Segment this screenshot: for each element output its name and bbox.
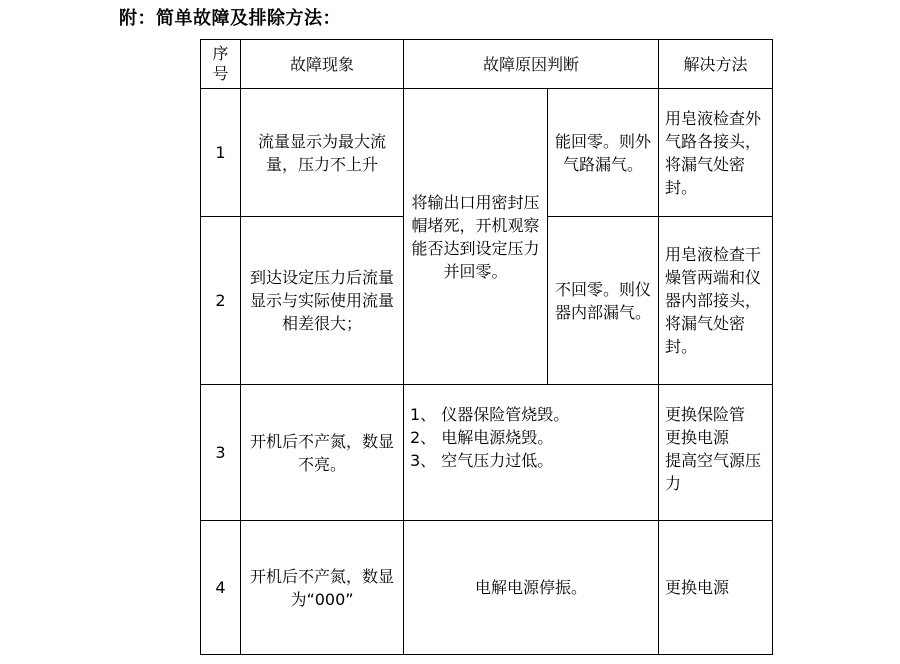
row-phenomenon: 流量显示为最大流量，压力不上升 [241,89,404,217]
row-cause-sub: 不回零。则仪器内部漏气。 [548,217,659,385]
cause-item: 1、 仪器保险管烧毁。 [410,405,570,424]
row-cause-list [404,385,659,521]
solution-item: 更换电源 [665,428,730,447]
row-phenomenon: 到达设定压力后流量显示与实际使用流量相差很大； [241,217,404,385]
row-seq: 2 [201,217,241,385]
solution-item: 更换保险管 [665,405,746,424]
table-header-row [201,40,773,89]
solution-item: 提高空气源压力 [665,451,762,493]
row-solution: 更换电源 [659,521,773,655]
table-row [201,89,773,217]
page-heading: 附：简单故障及排除方法： [119,8,341,29]
row-phenomenon: 开机后不产氮，数显不亮。 [241,385,404,521]
row-cause: 电解电源停振。 [404,521,659,655]
cause-item: 2、 电解电源烧毁。 [410,428,554,447]
row-solution: 用皂液检查外气路各接头，将漏气处密封。 [659,89,773,217]
table-row [201,521,773,655]
row-cause-sub: 能回零。则外气路漏气。 [548,89,659,217]
table-row [201,385,773,521]
header-cause: 故障原因判断 [404,40,659,89]
header-solution: 解决方法 [659,40,773,89]
row-solution: 用皂液检查干燥管两端和仪器内部接头，将漏气处密封。 [659,217,773,385]
cause-item: 3、 空气压力过低。 [410,451,554,470]
row-seq: 4 [201,521,241,655]
row-phenomenon: 开机后不产氮，数显为“000” [241,521,404,655]
troubleshooting-table [200,39,773,655]
row-seq: 1 [201,89,241,217]
shared-cause-cell: 将输出口用密封压帽堵死，开机观察能否达到设定压力并回零。 [404,89,548,385]
row-seq: 3 [201,385,241,521]
header-phenomenon: 故障现象 [241,40,404,89]
row-solution [659,385,773,521]
header-seq: 序 号 [201,40,241,89]
